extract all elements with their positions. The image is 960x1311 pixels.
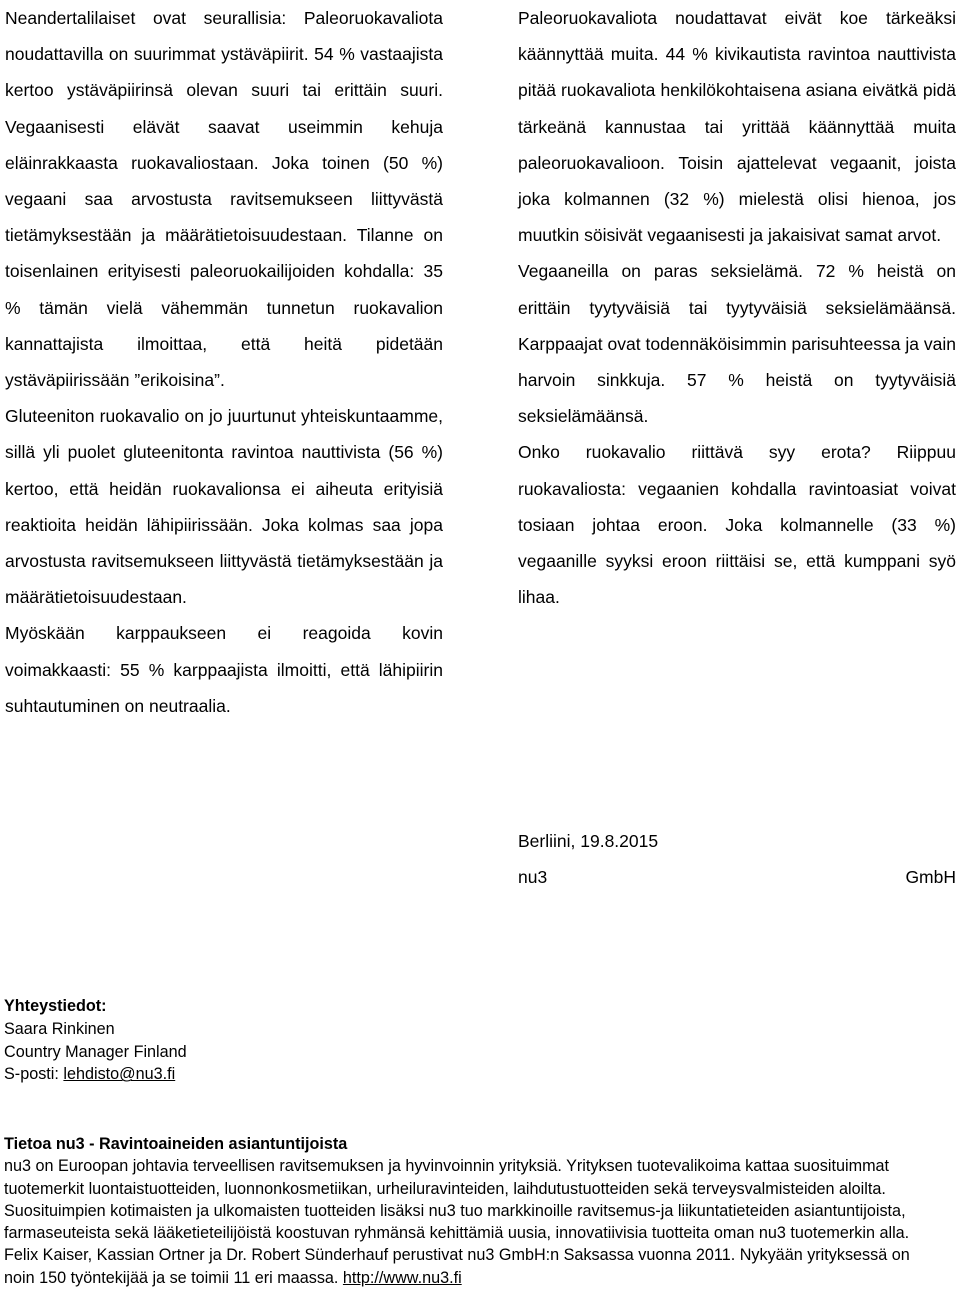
website-link[interactable]: http://www.nu3.fi bbox=[342, 1268, 462, 1287]
paragraph: Onko ruokavalio riittävä syy erota? Riippuu ruokavaliosta: vegaanien kohdalla ravintoasiat voivat tosiaan johtaa eroon. Joka kolmannelle (33 %) vegaanille syyksi eroon riittäisi se, että kumppani syö lihaa. bbox=[518, 442, 956, 608]
contact-title: Country Manager Finland bbox=[4, 1042, 187, 1061]
about-body bbox=[4, 1155, 924, 1289]
paragraph: Myöskään karppaukseen ei reagoida kovin voimakkaasti: 55 % karppaajista ilmoitti, että lähipiirin suhtautuminen on neutraalia. bbox=[5, 623, 443, 716]
contact-block bbox=[4, 995, 187, 1086]
contact-heading: Yhteystiedot: bbox=[4, 997, 107, 1015]
company-name-part: nu3 bbox=[518, 867, 548, 887]
contact-name: Saara Rinkinen bbox=[4, 1019, 115, 1038]
paragraph: Paleoruokavaliota noudattavat eivät koe tärkeäksi käännyttää muita. 44 % kivikautista ravintoa nauttivista pitää ruokavaliota henkilökohtaisena asiana eivätkä pidä tärkeänä kannustaa tai yrittää käännyttää muita paleoruokavalioon. Toisin ajattelevat vegaanit, joista joka kolmannen (32 %) mielestä olisi hienoa, jos muutkin söisivät vegaanisesti ja jakaisivat samat arvot. bbox=[518, 8, 956, 246]
paragraph: Gluteeniton ruokavalio on jo juurtunut yhteiskuntaamme, sillä yli puolet gluteenitonta ravintoa nauttivista (56 %) kertoo, että heidän ruokavalionsa ei aiheuta erityisiä reaktioita heidän lähipiirissään. Joka kolmas saa jopa arvostusta ravitsemukseen liittyvästä tietämyksestään ja määrätietoisuudestaan. bbox=[5, 406, 443, 608]
company-signature bbox=[518, 859, 956, 895]
right-column bbox=[518, 0, 956, 615]
left-column bbox=[5, 0, 443, 724]
paragraph: Vegaaneilla on paras seksielämä. 72 % heistä on erittäin tyytyväisiä tai tyytyväisiä seksielämäänsä. Karppaajat ovat todennäköisimmin parisuhteessa ja vain harvoin sinkkuja. 57 % heistä on tyytyväisiä seksielämäänsä. bbox=[518, 261, 956, 427]
dateline: Berliini, 19.8.2015 bbox=[518, 831, 659, 851]
email-link[interactable]: lehdisto@nu3.fi bbox=[63, 1065, 176, 1084]
about-block bbox=[4, 1133, 924, 1289]
contact-email-line bbox=[4, 1063, 187, 1086]
company-form-part: GmbH bbox=[905, 867, 956, 887]
email-label: S-posti: bbox=[4, 1065, 64, 1084]
about-heading: Tietoa nu3 - Ravintoaineiden asiantuntijoista bbox=[4, 1135, 348, 1153]
about-text: nu3 on Euroopan johtavia terveellisen ravitsemuksen ja hyvinvoinnin yrityksiä. Yrityksen tuotevalikoima kattaa suosituimmat tuotemerkit luontaistuotteiden, luonnonkosmetiikan, urheiluravinteiden, laihdutustuotteiden sekä terveysvalmisteiden aloilta. Suosituimpien kotimaisten ja ulkomaisten tuotteiden lisäksi nu3 tuo markkinoille ravitsemus-ja liikuntatieteiden asiantuntijoista, farmaseuteista sekä lääketieteilijöistä koostuvan ryhmänsä kehittämiä uusia, innovatiivisia tuotteita oman nu3 tuotemerkin alla. Felix Kaiser, Kassian Ortner ja Dr. Robert Sünderhauf perustivat nu3 GmbH:n Saksassa vuonna 2011. Nykyään yrityksessä on noin 150 työntekijää ja se toimii 11 eri maassa. bbox=[4, 1157, 910, 1287]
paragraph: Neandertalilaiset ovat seurallisia: Paleoruokavaliota noudattavilla on suurimmat ystäväpiirit. 54 % vastaajista kertoo ystäväpiirinsä olevan suuri tai erittäin suuri. Vegaanisesti elävät saavat useimmin kehuja eläinrakkaasta ruokavaliostaan. Joka toinen (50 %) vegaani saa arvostusta ravitsemukseen liittyvästä tietämyksestään ja määrätietoisuudestaan. Tilanne on toisenlainen erityisesti paleoruokailijoiden kohdalla: 35 % tämän vielä vähemmän tunnetun ruokavalion kannattajista ilmoittaa, että heitä pidetään ystäväpiirissään ”erikoisina”. bbox=[5, 8, 443, 391]
